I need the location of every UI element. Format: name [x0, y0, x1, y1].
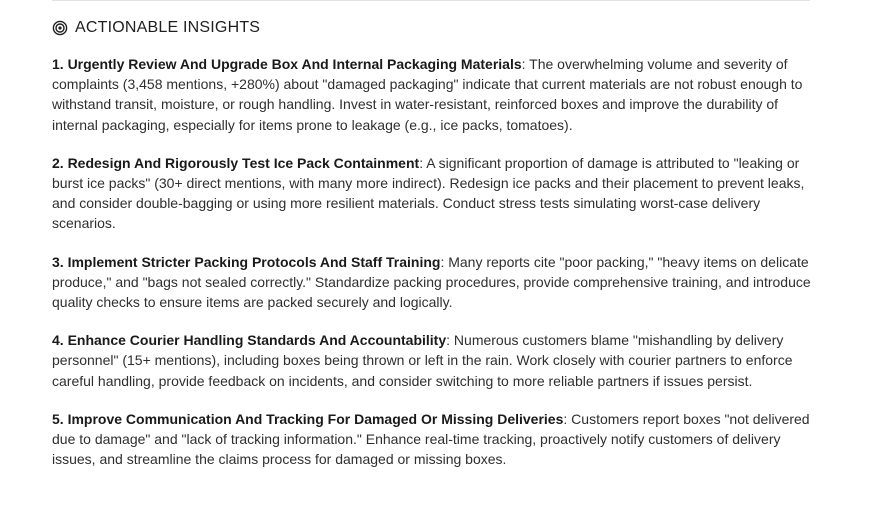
insight-item-2: [52, 153, 817, 234]
insight-body: : A significant proportion of damage is attributed to "leaking or burst ice packs" (30+ direct mentions, with many more indirect). Redesign ice packs and their placement to prevent leaks, and consider double-bagging or using more resilient materials. Conduct stress tests simulating worst-case delivery scenarios.: [52, 154, 805, 232]
insight-heading: 3. Implement Stricter Packing Protocols And Staff Training: [52, 253, 441, 270]
insight-heading: 2. Redesign And Rigorously Test Ice Pack Containment: [52, 154, 420, 171]
insight-body: : Numerous customers blame "mishandling by delivery personnel" (15+ mentions), including boxes being thrown or left in the rain. Work closely with courier partners to enforce careful handling, provide feedback on incidents, and consider switching to more reliable partners if issues persist.: [52, 332, 793, 389]
section-header: [52, 16, 817, 40]
insight-heading: 1. Urgently Review And Upgrade Box And Internal Packaging Materials: [52, 56, 522, 72]
insight-body: : The overwhelming volume and severity of complaints (3,458 mentions, +280%) about "damaged packaging" indicate that current materials are not robust enough to withstand transit, moisture, or rough handling. Invest in water-resistant, reinforced boxes and improve the durability of internal packaging, especially for items prone to leakage (e.g., ice packs, tomatoes).: [52, 56, 803, 133]
target-icon: [52, 20, 68, 36]
actionable-insights-section: [52, 16, 817, 487]
top-divider: [52, 0, 810, 1]
insight-body: : Many reports cite "poor packing," "heavy items on delicate produce," and "bags not sealed correctly." Standardize packing procedures, provide comprehensive training, and introduce quality checks to ensure items are packed securely and logically.: [52, 253, 811, 311]
insight-heading: 4. Enhance Courier Handling Standards And Accountability: [52, 332, 447, 349]
insight-item-3: [52, 252, 817, 313]
insight-item-1: [52, 54, 817, 135]
insight-item-4: [52, 330, 817, 391]
insight-heading: 5. Improve Communication And Tracking For Damaged Or Missing Deliveries: [52, 410, 564, 427]
insight-body: : Customers report boxes "not delivered due to damage" and "lack of tracking information." Enhance real-time tracking, proactively notify customers of delivery issues, and streamline the claims process for damaged or missing boxes.: [52, 410, 810, 468]
insight-item-5: [52, 409, 817, 470]
section-title: ACTIONABLE INSIGHTS: [75, 19, 261, 36]
